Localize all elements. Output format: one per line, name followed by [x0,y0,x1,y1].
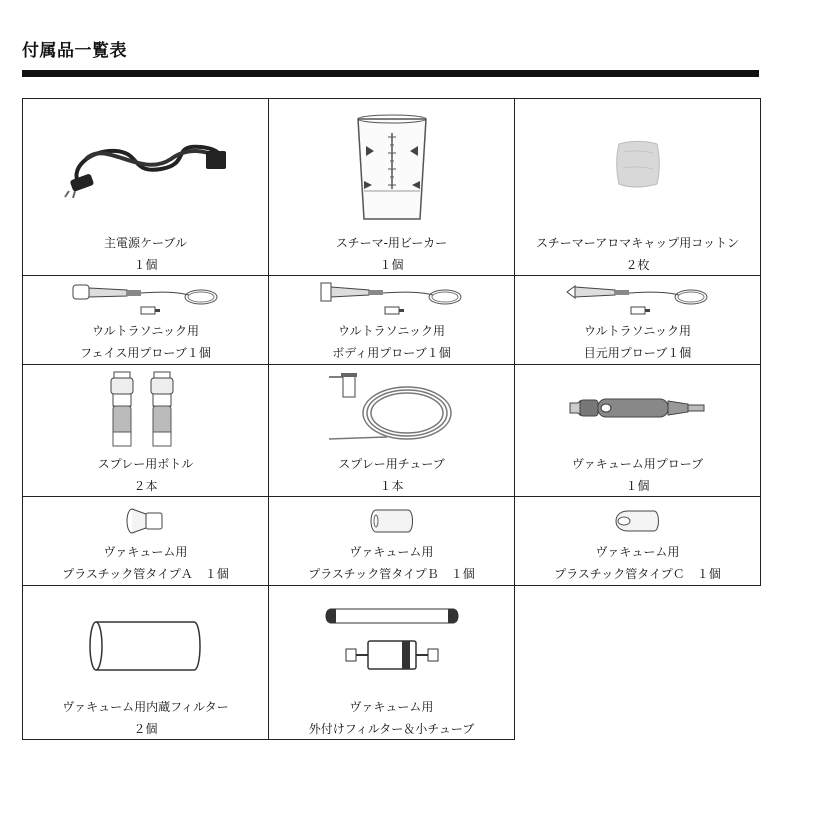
table-row [23,365,761,497]
item-name: ヴァキューム用 [349,545,434,559]
item-name: ウルトラソニック用 [338,324,445,338]
vacuum-probe-icon [515,390,760,426]
body-probe-icon [269,278,514,322]
item-qty: １個 [625,479,650,493]
item-qty: ボディ用プローブ１個 [332,346,451,360]
item-name: ウルトラソニック用 [584,324,691,338]
item-name: ヴァキューム用内蔵フィルター [62,700,229,714]
item-cell-tube-b [269,497,515,586]
tube-b-icon [269,503,514,539]
item-name: スプレー用チューブ [338,457,445,471]
item-qty: ２本 [133,479,158,493]
item-cell-tube-a [23,497,269,586]
item-cell-tube-c [515,497,761,586]
item-cell-power-cable [23,99,269,276]
face-probe-icon [23,278,268,322]
spray-bottles-icon [23,369,268,455]
item-cell-beaker [269,99,515,276]
item-name: ヴァキューム用 [349,700,434,714]
table-row [23,497,761,586]
item-name: 主電源ケーブル [104,236,187,250]
empty-cell [515,586,761,740]
title-underline [22,70,759,77]
item-cell-cotton [515,99,761,276]
item-cell-spray-tube [269,365,515,497]
item-name: スプレー用ボトル [97,457,194,471]
table-row [23,99,761,276]
item-qty: フェイス用プローブ１個 [80,346,211,360]
item-qty: １個 [379,258,404,272]
item-name: ヴァキューム用 [595,545,680,559]
item-qty: プラスチック管タイプＣ １個 [554,567,721,581]
item-qty: プラスチック管タイプＢ １個 [308,567,475,581]
item-cell-spray-bottles [23,365,269,497]
table-row [23,586,761,740]
item-name: ヴァキューム用 [103,545,188,559]
tube-a-icon [23,503,268,539]
table-row [23,276,761,365]
item-name: ウルトラソニック用 [92,324,199,338]
beaker-icon [269,109,514,224]
item-cell-vacuum-probe [515,365,761,497]
item-qty: １本 [379,479,404,493]
tube-c-icon [515,503,760,539]
item-cell-external-filter [269,586,515,740]
item-cell-eye-probe [515,276,761,365]
item-name: スチーマーアロマキャップ用コットン [536,236,739,250]
page-title: 付属品一覧表 [22,41,127,61]
spray-tube-icon [269,371,514,451]
item-qty: １個 [133,258,158,272]
accessories-table [22,98,761,740]
internal-filter-icon [23,611,268,681]
power-cable-icon [23,129,268,199]
external-filter-icon [269,604,514,676]
item-cell-face-probe [23,276,269,365]
item-qty: 外付けフィルター＆小チューブ [308,722,475,736]
item-qty: プラスチック管タイプＡ １個 [62,567,229,581]
item-qty: 目元用プローブ１個 [583,346,692,360]
item-cell-body-probe [269,276,515,365]
item-qty: ２個 [133,722,158,736]
item-cell-internal-filter [23,586,269,740]
item-name: スチーマ-用ビーカー [335,236,448,250]
item-name: ヴァキューム用プローブ [571,457,704,471]
eye-probe-icon [515,278,760,322]
item-qty: ２枚 [625,258,650,272]
cotton-icon [515,134,760,194]
